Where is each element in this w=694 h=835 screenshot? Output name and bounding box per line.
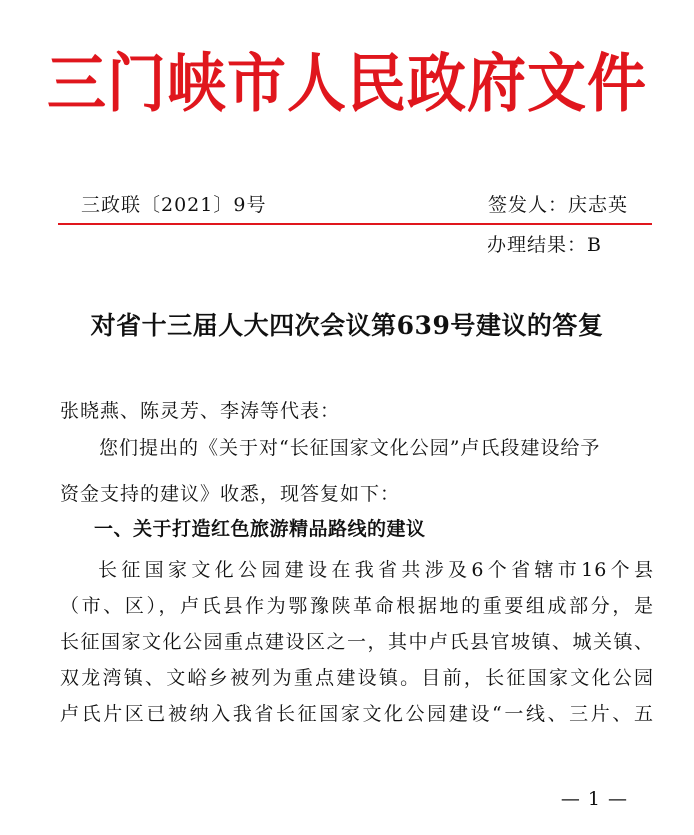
document-title: 对省十三届人大四次会议第639号建议的答复 xyxy=(90,311,604,340)
paragraph-line: （市、区），卢氏县作为鄂豫陕革命根据地的重要组成部分，是 xyxy=(60,595,654,617)
section-paragraph xyxy=(60,552,654,732)
result-label: 办理结果：B xyxy=(487,234,602,256)
signer-label: 签发人：庆志英 xyxy=(487,194,628,216)
paragraph-line: 长征国家文化公园重点建设区之一，其中卢氏县官坡镇、城关镇、 xyxy=(60,631,654,653)
document-number: 三政联〔2021〕9号 xyxy=(81,194,267,216)
issuer-title: 三门峡市人民政府文件 xyxy=(46,46,647,121)
paragraph-line: 卢氏片区已被纳入我省长征国家文化公园建设“一线、三片、五 xyxy=(60,703,654,725)
section-heading: 一、关于打造红色旅游精品路线的建议 xyxy=(94,518,426,540)
intro-line-2: 资金支持的建议》收悉，现答复如下： xyxy=(60,483,401,505)
salutation: 张晓燕、陈灵芳、李涛等代表： xyxy=(60,400,341,422)
intro-line-1: 您们提出的《关于对“长征国家文化公园”卢氏段建设给予 xyxy=(99,437,601,459)
red-divider xyxy=(58,223,652,225)
paragraph-line: 长征国家文化公园建设在我省共涉及6个省辖市16个县 xyxy=(98,559,654,581)
page-number: — 1 — xyxy=(560,788,628,810)
paragraph-line: 双龙湾镇、文峪乡被列为重点建设镇。目前，长征国家文化公园 xyxy=(60,667,654,689)
